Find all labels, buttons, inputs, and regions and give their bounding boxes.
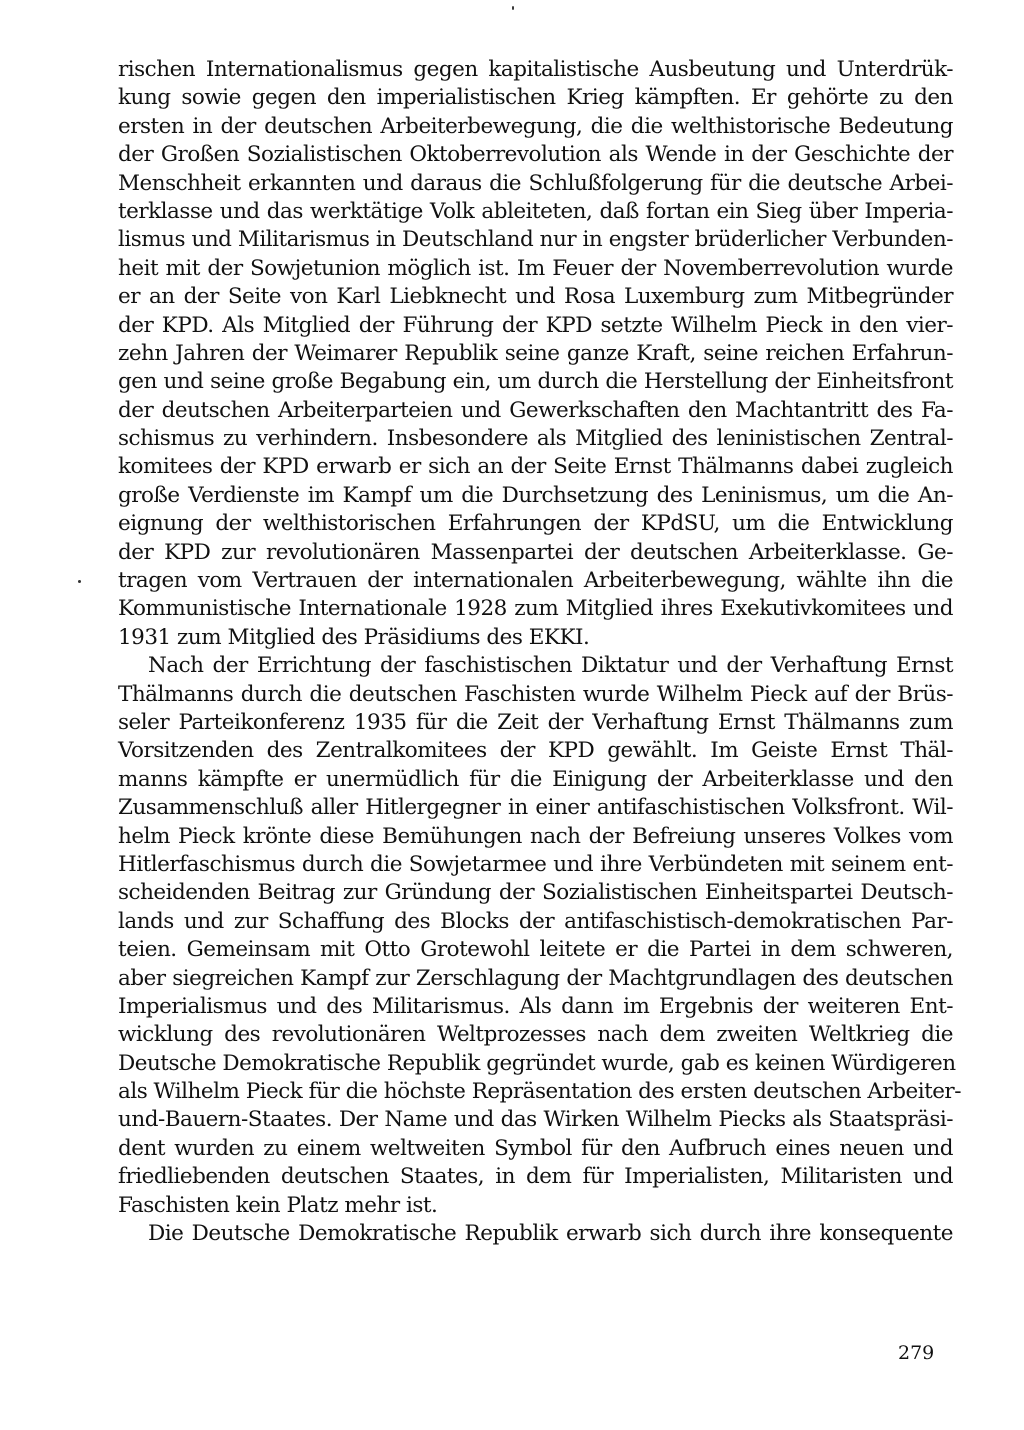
text-line: Die Deutsche Demokratische Republik erwarb sich durch ihre konsequente: [148, 1221, 953, 1247]
paragraph: [118, 56, 953, 652]
text-line: der Großen Sozialistischen Oktoberrevolution als Wende in der Geschichte der: [118, 142, 953, 168]
text-line: der deutschen Arbeiterparteien und Gewerkschaften den Machtantritt des Fa-: [118, 397, 953, 423]
text-line: große Verdienste im Kampf um die Durchsetzung des Leninismus, um die An-: [118, 482, 953, 508]
text-line: lismus und Militarismus in Deutschland nur in engster brüderlicher Verbunden-: [118, 227, 953, 253]
text-line: wicklung des revolutionären Weltprozesses nach dem zweiten Weltkrieg die: [118, 1022, 953, 1048]
text-line: Nach der Errichtung der faschistischen Diktatur und der Verhaftung Ernst: [148, 653, 953, 679]
text-line: komitees der KPD erwarb er sich an der Seite Ernst Thälmanns dabei zugleich: [118, 454, 953, 480]
text-line: als Wilhelm Pieck für die höchste Repräsentation des ersten deutschen Arbeiter-: [118, 1079, 961, 1105]
text-line: er an der Seite von Karl Liebknecht und Rosa Luxemburg zum Mitbegründer: [118, 284, 953, 310]
text-line: der KPD. Als Mitglied der Führung der KPD setzte Wilhelm Pieck in den vier-: [118, 312, 953, 338]
text-line: friedliebenden deutschen Staates, in dem für Imperialisten, Militaristen und: [118, 1164, 953, 1190]
text-line: rischen Internationalismus gegen kapitalistische Ausbeutung und Unterdrük-: [118, 57, 953, 82]
paragraph: [118, 1220, 953, 1248]
text-line: terklasse und das werktätige Volk ableiteten, daß fortan ein Sieg über Imperia-: [118, 198, 953, 224]
text-line: tragen vom Vertrauen der internationalen Arbeiterbewegung, wählte ihn die: [118, 568, 953, 594]
text-line: 1931 zum Mitglied des Präsidiums des EKKI.: [118, 624, 590, 650]
text-line: teien. Gemeinsam mit Otto Grotewohl leitete er die Partei in dem schweren,: [118, 937, 953, 963]
text-line: dent wurden zu einem weltweiten Symbol für den Aufbruch eines neuen und: [118, 1135, 953, 1161]
text-line: eignung der welthistorischen Erfahrungen der KPdSU, um die Entwicklung: [118, 511, 953, 537]
text-line: gen und seine große Begabung ein, um durch die Herstellung der Einheitsfront: [118, 369, 953, 395]
text-line: Faschisten kein Platz mehr ist.: [118, 1192, 438, 1218]
text-line: kung sowie gegen den imperialistischen Krieg kämpften. Er gehörte zu den: [118, 85, 953, 111]
scan-speck-margin: [78, 580, 81, 583]
text-line: Kommunistische Internationale 1928 zum Mitglied ihres Exekutivkomitees und: [118, 596, 953, 622]
text-line: Imperialismus und des Militarismus. Als dann im Ergebnis der weiteren Ent-: [118, 993, 953, 1019]
scan-speck-top: [512, 6, 514, 10]
text-line: und-Bauern-Staates. Der Name und das Wirken Wilhelm Piecks als Staatspräsi-: [118, 1107, 953, 1133]
paragraph: [118, 652, 961, 1220]
text-line: Hitlerfaschismus durch die Sowjetarmee und ihre Verbündeten mit seinem ent-: [118, 851, 953, 877]
page-number: 279: [898, 1342, 935, 1364]
text-line: Zusammenschluß aller Hitlergegner in einer antifaschistischen Volksfront. Wil-: [118, 795, 953, 821]
document-page: [118, 56, 961, 1248]
text-line: zehn Jahren der Weimarer Republik seine ganze Kraft, seine reichen Erfahrun-: [118, 340, 953, 366]
text-line: Vorsitzenden des Zentralkomitees der KPD gewählt. Im Geiste Ernst Thäl-: [118, 738, 953, 764]
text-line: Deutsche Demokratische Republik gegründet wurde, gab es keinen Würdigeren: [118, 1050, 956, 1076]
text-line: Thälmanns durch die deutschen Faschisten wurde Wilhelm Pieck auf der Brüs-: [118, 681, 953, 707]
text-line: heit mit der Sowjetunion möglich ist. Im Feuer der Novemberrevolution wurde: [118, 255, 953, 281]
text-line: der KPD zur revolutionären Massenpartei der deutschen Arbeiterklasse. Ge-: [118, 539, 953, 565]
text-line: aber siegreichen Kampf zur Zerschlagung der Machtgrundlagen des deutschen: [118, 965, 953, 991]
text-line: manns kämpfte er unermüdlich für die Einigung der Arbeiterklasse und den: [118, 766, 953, 792]
text-line: schismus zu verhindern. Insbesondere als Mitglied des leninistischen Zentral-: [118, 426, 953, 452]
text-line: seler Parteikonferenz 1935 für die Zeit der Verhaftung Ernst Thälmanns zum: [118, 709, 953, 735]
text-line: Menschheit erkannten und daraus die Schlußfolgerung für die deutsche Arbei-: [118, 170, 953, 196]
text-line: lands und zur Schaffung des Blocks der antifaschistisch-demokratischen Par-: [118, 908, 953, 934]
text-line: scheidenden Beitrag zur Gründung der Sozialistischen Einheitspartei Deutsch-: [118, 880, 953, 906]
text-line: ersten in der deutschen Arbeiterbewegung, die die welthistorische Bedeutung: [118, 113, 953, 139]
text-line: helm Pieck krönte diese Bemühungen nach der Befreiung unseres Volkes vom: [118, 823, 953, 849]
